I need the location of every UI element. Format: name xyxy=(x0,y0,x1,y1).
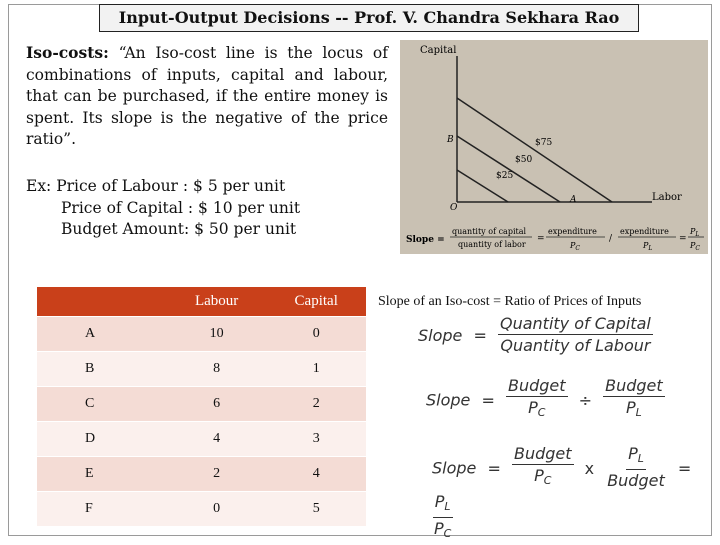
slide-title: Input-Output Decisions -- Prof. V. Chandra Sekhara Rao xyxy=(99,4,639,32)
eq3-times: x xyxy=(584,458,595,478)
eq3-equals-2: = xyxy=(677,458,692,478)
definition-paragraph xyxy=(26,42,388,151)
row-label: E xyxy=(37,457,167,492)
row-label: B xyxy=(37,352,167,387)
row-label: A xyxy=(37,317,167,352)
eq2-f2-den: $P_L$ xyxy=(626,398,642,419)
table-row xyxy=(37,317,366,352)
capital-cell: 4 xyxy=(266,457,366,492)
example-line-labour: Ex: Price of Labour : $ 5 per unit xyxy=(26,177,286,195)
eq2-f1-den: $P_C$ xyxy=(528,398,546,419)
fig-f2-den: $P_C$ xyxy=(570,241,580,252)
labour-cell: 8 xyxy=(167,352,267,387)
table-header-row xyxy=(37,287,366,317)
eq3-fraction-2 xyxy=(605,444,667,492)
eq2-slope-label: Slope xyxy=(426,390,471,410)
eq3-f3-num: $P_L$ xyxy=(433,492,453,518)
table-row xyxy=(37,457,366,492)
fig-slope-label: Slope = xyxy=(406,235,445,245)
eq3-slope-label: Slope xyxy=(432,458,477,478)
labour-cell: 0 xyxy=(167,492,267,527)
fig-f4-den: $P_C$ xyxy=(690,241,700,252)
eq3-f3-den: $P_C$ xyxy=(434,519,452,540)
isocost-graph xyxy=(400,40,708,254)
eq3-f1-den: $P_C$ xyxy=(534,466,552,487)
row-label: D xyxy=(37,422,167,457)
slope-equation-2 xyxy=(426,376,665,424)
capital-cell: 0 xyxy=(266,317,366,352)
eq3-fraction-3 xyxy=(432,492,453,545)
isocost-figure xyxy=(400,40,708,254)
row-label: C xyxy=(37,387,167,422)
slope-equation-1 xyxy=(418,314,653,357)
eq3-f2-num: $P_L$ xyxy=(626,444,646,470)
capital-cell: 1 xyxy=(266,352,366,387)
table-row xyxy=(37,352,366,387)
point-b-label: B xyxy=(447,135,454,145)
eq1-numerator: Quantity of Capital xyxy=(499,314,651,333)
fig-f3-den: $P_L$ xyxy=(643,241,653,252)
table-row xyxy=(37,422,366,457)
table-header-capital: Capital xyxy=(266,287,366,317)
capital-cell: 5 xyxy=(266,492,366,527)
slope-equation-3 xyxy=(432,444,720,545)
example-line-budget: Budget Amount: $ 50 per unit xyxy=(61,220,297,238)
example-block xyxy=(26,176,300,241)
eq3-f2-den: Budget xyxy=(607,471,665,490)
eq3-fraction-1 xyxy=(512,444,574,492)
eq2-divide: ÷ xyxy=(578,390,593,410)
slope-caption: Slope of an Iso-cost = Ratio of Prices of Inputs xyxy=(378,294,642,309)
fig-f1-den: quantity of labor xyxy=(458,240,526,249)
labour-cell: 4 xyxy=(167,422,267,457)
fig-eq1: = xyxy=(537,234,545,244)
eq2-f1-num: Budget xyxy=(507,376,566,395)
eq1-slope-label: Slope xyxy=(418,326,463,345)
origin-label: O xyxy=(450,203,458,213)
line-label-50: $50 xyxy=(515,155,533,165)
table-header-blank xyxy=(37,287,167,317)
definition-term: Iso-costs: xyxy=(26,43,109,62)
capital-cell: 3 xyxy=(266,422,366,457)
eq3-f1-num: Budget xyxy=(513,444,572,463)
fig-f4-num: $P_L$ xyxy=(690,227,700,238)
definition-text: “An Iso-cost line is the locus of combinations of inputs, capital and labour, that can be purchased, if the entire money is spent. Its slope is the negative of the price ratio”. xyxy=(26,44,388,148)
eq2-fraction-1 xyxy=(506,376,568,424)
point-a-label: A xyxy=(570,195,577,205)
fig-f3-num: expenditure xyxy=(620,227,669,236)
eq1-equals: = xyxy=(473,326,487,345)
fig-div: / xyxy=(609,234,613,244)
labour-cell: 6 xyxy=(167,387,267,422)
fig-f1-num: quantity of capital xyxy=(452,227,527,236)
fig-f2-num: expenditure xyxy=(548,227,597,236)
fig-eq2: = xyxy=(679,234,687,244)
capital-cell: 2 xyxy=(266,387,366,422)
y-axis-label: Capital xyxy=(420,45,457,56)
eq1-fraction xyxy=(498,314,653,357)
eq3-equals: = xyxy=(487,458,501,478)
table-row xyxy=(37,492,366,527)
line-label-75: $75 xyxy=(535,138,553,148)
eq2-fraction-2 xyxy=(603,376,665,424)
example-line-capital: Price of Capital : $ 10 per unit xyxy=(61,198,301,217)
labour-cell: 2 xyxy=(167,457,267,492)
x-axis-label: Labor xyxy=(652,192,682,203)
row-label: F xyxy=(37,492,167,527)
labour-cell: 10 xyxy=(167,317,267,352)
eq2-f2-num: Budget xyxy=(605,376,663,395)
input-combinations-table xyxy=(37,287,366,526)
table-header-labour: Labour xyxy=(167,287,267,317)
eq1-denominator: Quantity of Labour xyxy=(500,336,651,355)
line-label-25: $25 xyxy=(496,171,514,181)
table-row xyxy=(37,387,366,422)
eq2-equals: = xyxy=(481,390,495,410)
